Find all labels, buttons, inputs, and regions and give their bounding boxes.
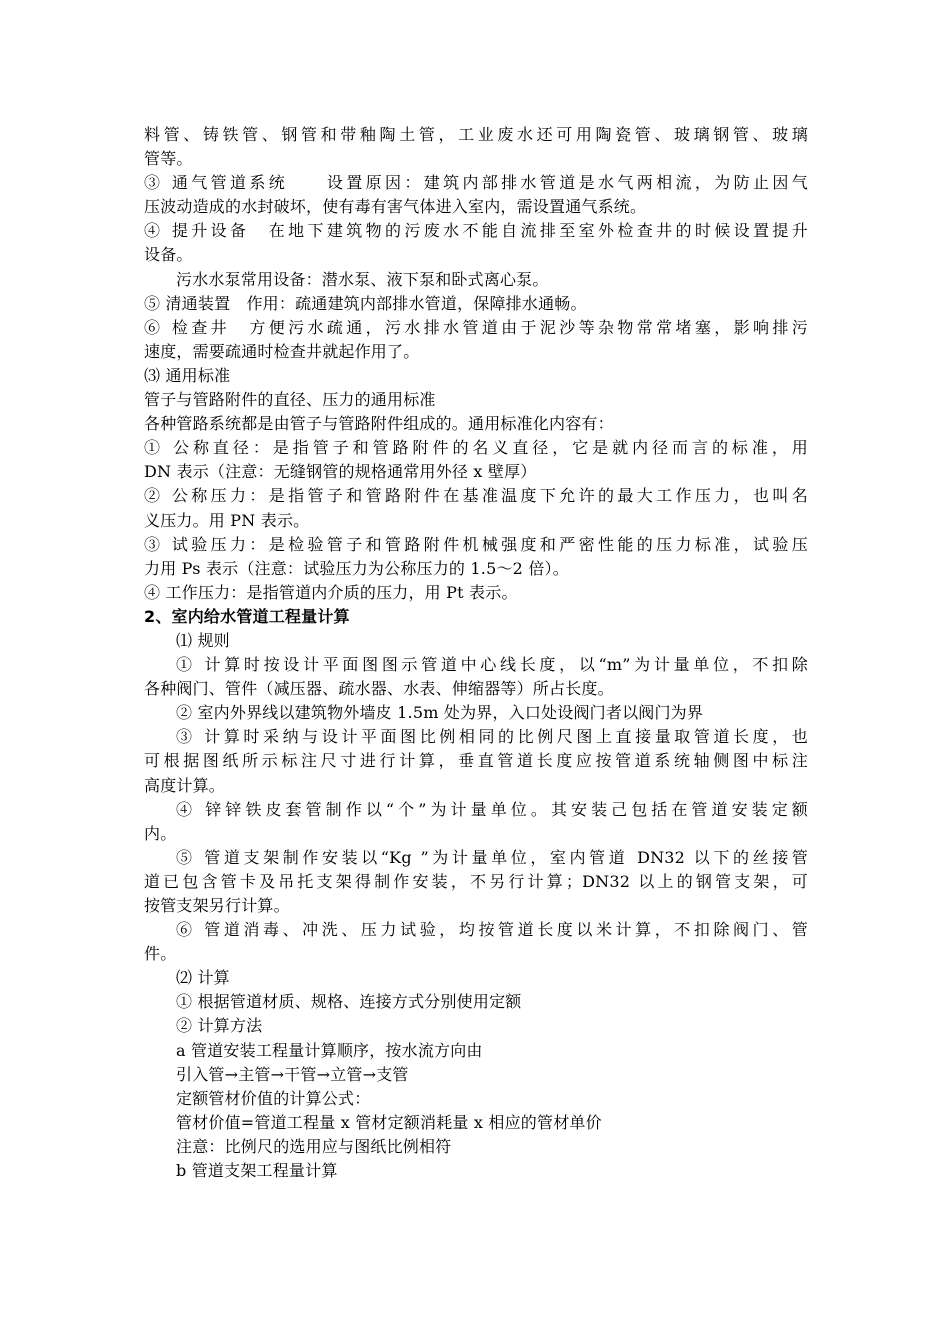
text-line: 道已包含管卡及吊托支架得制作安装，不另行计算；DN32 以上的钢管支架，可 bbox=[144, 871, 808, 891]
text-line: ④ 工作压力：是指管道内介质的压力，用 Pt 表示。 bbox=[144, 582, 518, 602]
text-line: ② 室内外界线以建筑物外墙皮 1.5m 处为界，入口处设阀门者以阀门为界 bbox=[176, 703, 704, 723]
text-line: ③ 计算时采纳与设计平面图比例相同的比例尺图上直接量取管道长度，也 bbox=[176, 727, 808, 747]
subsection-heading: ⑵ 计算 bbox=[176, 968, 230, 988]
text-line: ② 计算方法 bbox=[176, 1016, 263, 1036]
text-line: 污水水泵常用设备：潜水泵、液下泵和卧式离心泵。 bbox=[176, 269, 549, 289]
text-line: 义压力。用 PN 表示。 bbox=[144, 510, 310, 530]
section-heading: 2、室内给水管道工程量计算 bbox=[144, 606, 350, 626]
document-body bbox=[144, 123, 808, 1183]
text-line: 料管、铸铁管、钢管和带釉陶土管，工业废水还可用陶瓷管、玻璃钢管、玻璃 bbox=[144, 125, 808, 144]
text-line: 压波动造成的水封破坏，使有毒有害气体进入室内，需设置通气系统。 bbox=[144, 197, 647, 217]
text-line: 各种管路系统都是由管子与管路附件组成的。通用标准化内容有： bbox=[144, 414, 614, 434]
text-line: 可根据图纸所示标注尺寸进行计算，垂直管道长度应按管道系统轴侧图中标注 bbox=[144, 751, 808, 771]
text-line: 力用 Ps 表示（注意：试验压力为公称压力的 1.5～2 倍）。 bbox=[144, 558, 569, 578]
text-line: DN 表示（注意：无缝钢管的规格通常用外径 x 壁厚） bbox=[144, 462, 537, 482]
subsection-heading: ⑴ 规则 bbox=[176, 630, 230, 650]
text-line: ③ 试验压力：是检验管子和管路附件机械强度和严密性能的压力标准，试验压 bbox=[144, 534, 808, 554]
text-line: ① 根据管道材质、规格、连接方式分别使用定额 bbox=[176, 992, 522, 1012]
text-line: ④ 提升设备 在地下建筑物的污废水不能自流排至室外检查井的时候设置提升 bbox=[144, 221, 808, 241]
text-line: 管子与管路附件的直径、压力的通用标准 bbox=[144, 390, 436, 410]
section-heading: ⑶ 通用标准 bbox=[144, 365, 231, 385]
text-line: 按管支架另行计算。 bbox=[144, 896, 290, 915]
text-line: a 管道安装工程量计算顺序，按水流方向由 bbox=[176, 1040, 483, 1060]
text-line: ① 公称直径：是指管子和管路附件的名义直径，它是就内径而言的标准，用 bbox=[144, 438, 808, 458]
text-line: 管材价值=管道工程量 x 管材定额消耗量 x 相应的管材单价 bbox=[176, 1112, 602, 1132]
text-line: ③ 通气管道系统 设置原因：建筑内部排水管道是水气两相流，为防止因气 bbox=[144, 173, 808, 193]
text-line: ⑥ 管道消毒、冲洗、压力试验，均按管道长度以米计算，不扣除阀门、管 bbox=[176, 920, 808, 940]
text-line: 管等。 bbox=[144, 149, 193, 169]
text-line: 件。 bbox=[144, 944, 177, 964]
text-line: 内。 bbox=[144, 823, 177, 843]
text-line: ④ 锌锌铁皮套管制作以“个”为计量单位。其安装己包括在管道安装定额 bbox=[176, 799, 808, 819]
text-line: ② 公称压力：是指管子和管路附件在基准温度下允许的最大工作压力，也叫名 bbox=[144, 486, 808, 506]
text-line: 速度，需要疏通时检查井就起作用了。 bbox=[144, 341, 420, 361]
text-line: 定额管材价值的计算公式： bbox=[176, 1088, 371, 1108]
text-line: 注意：比例尺的选用应与图纸比例相符 bbox=[176, 1136, 452, 1156]
text-line: 高度计算。 bbox=[144, 775, 226, 795]
text-line: b 管道支架工程量计算 bbox=[176, 1161, 338, 1181]
text-line: ⑤ 管道支架制作安装以“Kg ”为计量单位，室内管道 DN32 以下的丝接管 bbox=[176, 847, 808, 867]
text-line: 设备。 bbox=[144, 245, 193, 265]
text-line: 引入管→主管→干管→立管→支管 bbox=[176, 1064, 409, 1084]
text-line: ① 计算时按设计平面图图示管道中心线长度，以“m”为计量单位，不扣除 bbox=[176, 655, 808, 675]
text-line: ⑤ 清通装置 作用：疏通建筑内部排水管道，保障排水通畅。 bbox=[144, 293, 587, 313]
text-line: ⑥ 检查井 方便污水疏通，污水排水管道由于泥沙等杂物常常堵塞，影响排污 bbox=[144, 317, 808, 337]
text-line: 各种阀门、管件（减压器、疏水器、水表、伸缩器等）所占长度。 bbox=[144, 679, 614, 699]
